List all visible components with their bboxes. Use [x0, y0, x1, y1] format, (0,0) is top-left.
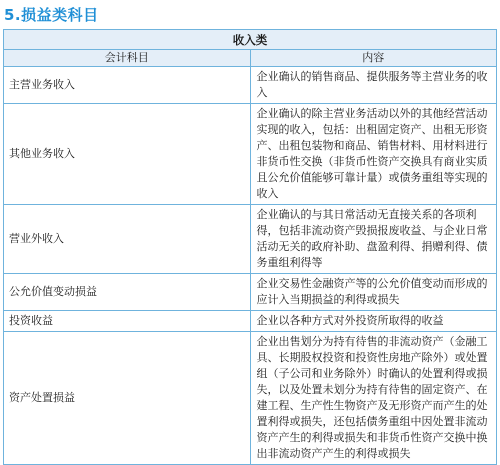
- income-table-container: [3, 29, 497, 465]
- account-name: 主营业务收入: [4, 67, 251, 104]
- table-caption-row: [4, 30, 497, 50]
- table-row: [4, 311, 497, 332]
- account-name: 资产处置损益: [4, 332, 251, 465]
- section-title: 5.损益类科目: [4, 6, 99, 24]
- account-name: 其他业务收入: [4, 104, 251, 205]
- column-header-content: 内容: [250, 50, 497, 67]
- table-row: [4, 274, 497, 311]
- account-content: 企业确认的除主营业务活动以外的其他经营活动实现的收入，包括：出租固定资产、出租无形资产、出租包装物和商品、销售材料、用材料进行非货币性交换（非货币性资产交换具有商业实质且公允价值能够可靠计量）或债务重组等实现的收入: [250, 104, 497, 205]
- account-content: 企业出售划分为持有待售的非流动资产（金融工具、长期股权投资和投资性房地产除外）或处置组（子公司和业务除外）时确认的处置利得或损失，以及处置未划分为持有待售的固定资产、在建工程、生产性生物资产及无形资产而产生的处置利得或损失，还包括债务重组中因处置非流动资产产生的利得或损失和非货币性资产交换中换出非流动资产产生的利得或损失: [250, 332, 497, 465]
- table-row: [4, 104, 497, 205]
- account-name: 公允价值变动损益: [4, 274, 251, 311]
- table-row: [4, 205, 497, 274]
- table-row: [4, 67, 497, 104]
- table-caption: 收入类: [4, 30, 497, 50]
- column-header-account: 会计科目: [4, 50, 251, 67]
- column-header-row: [4, 50, 497, 67]
- account-content: 企业以各种方式对外投资所取得的收益: [250, 311, 497, 332]
- account-name: 投资收益: [4, 311, 251, 332]
- account-content: 企业交易性金融资产等的公允价值变动而形成的应计入当期损益的利得或损失: [250, 274, 497, 311]
- table-row: [4, 332, 497, 465]
- income-table: [3, 29, 497, 465]
- account-content: 企业确认的与其日常活动无直接关系的各项利得，包括非流动资产毁损报废收益、与企业日常活动无关的政府补助、盘盈利得、捐赠利得、债务重组利得等: [250, 205, 497, 274]
- account-content: 企业确认的销售商品、提供服务等主营业务的收入: [250, 67, 497, 104]
- account-name: 营业外收入: [4, 205, 251, 274]
